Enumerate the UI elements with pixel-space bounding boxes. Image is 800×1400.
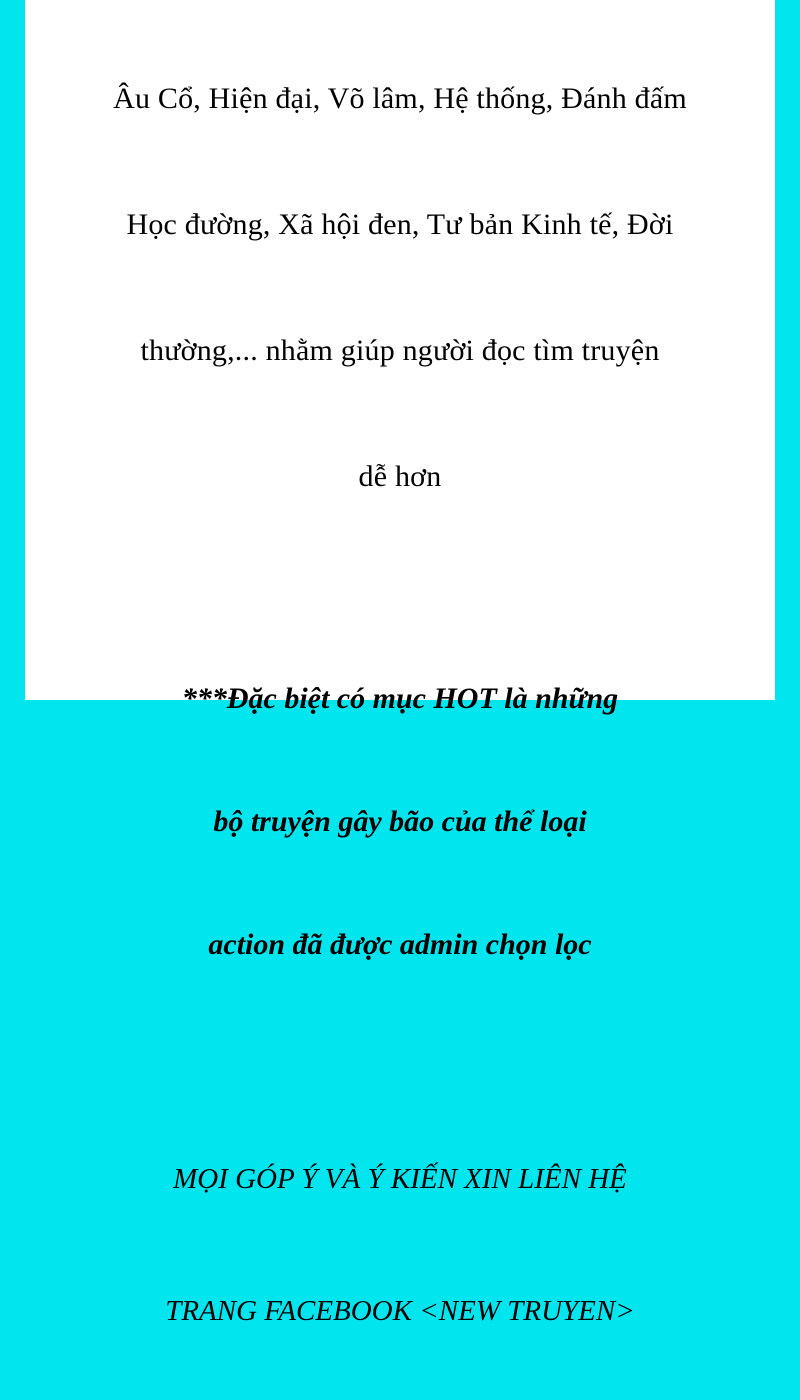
hot-line-2: bộ truyện gây bão của thể loại [213,805,587,838]
intro-line-2: Học đường, Xã hội đen, Tư bản Kinh tế, Đời [126,208,674,241]
contact-line-2: TRANG FACEBOOK <NEW TRUYEN> [165,1295,635,1327]
hot-line-1: ***Đặc biệt có mục HOT là những [181,682,619,715]
intro-line-4: dễ hơn [358,460,442,493]
contact-paragraph [25,1047,775,1400]
intro-line-1: Âu Cổ, Hiện đại, Võ lâm, Hệ thống, Đánh đấm [113,82,687,115]
hot-paragraph [25,582,775,1047]
document-content [25,0,775,1400]
paper-panel [25,0,775,1327]
contact-line-1: MỌI GÓP Ý VÀ Ý KIẾN XIN LIÊN HỆ [173,1163,627,1195]
intro-line-3: thường,... nhằm giúp người đọc tìm truyện [140,334,660,367]
intro-paragraph [25,0,775,582]
hot-line-3: action đã được admin chọn lọc [208,928,592,961]
